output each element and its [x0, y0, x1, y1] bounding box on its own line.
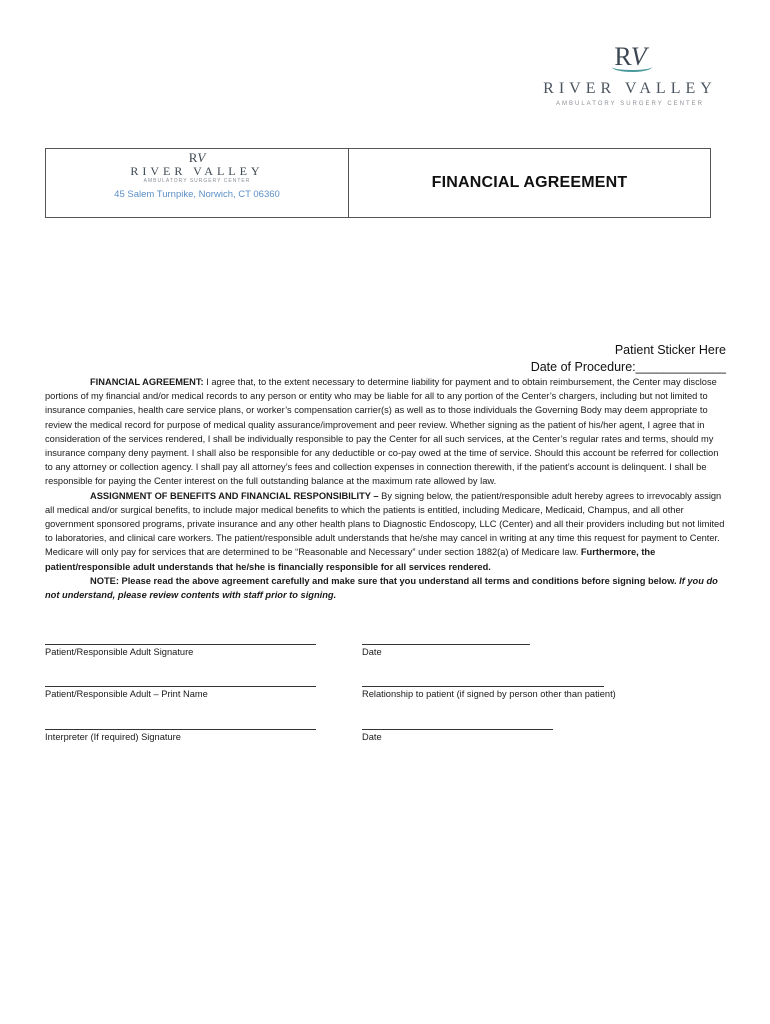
procedure-date-field: Date of Procedure:_____________: [530, 360, 726, 374]
interpreter-signature-label: Interpreter (If required) Signature: [45, 732, 181, 742]
relationship-line[interactable]: [362, 686, 604, 687]
note-italic: If you do not understand, please review contents with staff prior to signing.: [45, 575, 718, 601]
note-bold: NOTE: Please read the above agreement carefully and make sure that you understand all terms and conditions before signing below.: [90, 575, 677, 586]
sticker-label: Patient Sticker Here: [614, 343, 726, 357]
rv-monogram-icon: RV: [520, 44, 740, 74]
note-paragraph: [45, 574, 727, 602]
sticker-area: [531, 342, 726, 376]
para1-heading: FINANCIAL AGREEMENT:: [90, 377, 204, 387]
header-table: [45, 148, 711, 218]
patient-signature-label: Patient/Responsible Adult Signature: [45, 647, 194, 657]
para2-heading: ASSIGNMENT OF BENEFITS AND FINANCIAL RESPONSIBILITY –: [90, 490, 379, 501]
print-name-line[interactable]: [45, 686, 316, 687]
para2-text: By signing below, the patient/responsible adult hereby agrees to irrevocably assign all medical and/or surgical benefits, to include major medical benefits to which the patients is entitled, including Medicare, Medicaid, Champus, and all other government sponsored programs, private insurance and any other health plans to Diagnostic Endoscopy, LLC (Center) and all their providers including but not limited to laboratories, and clinical care workers. The patient/responsible adult understands that he/she may cancel in writing at any time this request for payment to Center. Medicare will only pay for services that are determined to be “Reasonable and Necessary” under section 1882(a) of Medicare law.: [45, 490, 725, 558]
interpreter-signature-line[interactable]: [45, 729, 316, 730]
date-label-1: Date: [362, 647, 382, 657]
agreement-body: [45, 375, 727, 602]
date-label-2: Date: [362, 732, 382, 742]
small-brand-subtitle: AMBULATORY SURGERY CENTER: [143, 178, 251, 184]
patient-signature-line[interactable]: [45, 644, 316, 645]
print-name-label: Patient/Responsible Adult – Print Name: [45, 689, 208, 699]
brand-name: RIVER VALLEY: [543, 80, 717, 97]
address: 45 Salem Turnpike, Norwich, CT 06360: [114, 189, 280, 200]
page-title: FINANCIAL AGREEMENT: [431, 174, 628, 191]
relationship-label: Relationship to patient (if signed by person other than patient): [362, 689, 616, 699]
top-logo: [520, 44, 740, 107]
header-title-cell: [349, 149, 710, 217]
assignment-paragraph: [45, 489, 727, 574]
financial-agreement-paragraph: [45, 375, 727, 489]
date-line-1[interactable]: [362, 644, 530, 645]
rv-small-monogram-icon: RV: [188, 150, 206, 165]
header-logo-cell: [46, 149, 349, 217]
brand-subtitle: AMBULATORY SURGERY CENTER: [555, 101, 705, 107]
para1-text: I agree that, to the extent necessary to determine liability for payment and to obtain reimbursement, the Center may disclose portions of my financial and/or medical records to any person or entity who may be liable for all to any portion of the Center’s chargers, including but not limited to insurance companies, health care service plans, or worker’s compensation carrier(s) as well as to those individuals the Governing Body may deem appropriate to review the medical record for purpose of medical quality assurance/improvement and peer review. Whether signing as the patient of his/her agent, I agree that in consideration of the services rendered, I shall be individually responsible to pay the Center for all such services, at the Center’s regular rates and terms, should my insurance company deny payment. I shall also be responsible for any deductible or co-pay owed at the time of service. Should this account be referred for collection to any attorney or collection agency. I shall pay all attorney’s fees and collection expenses in connection therewith, if the patient’s account is delinquent. I shall be responsible for paying the Center interest on the full outstanding balance at the maximum rate allowed by law.: [45, 377, 719, 487]
small-brand-name: RIVER VALLEY: [130, 164, 264, 178]
para2-bold-tail: Furthermore, the patient/responsible adult understands that he/she is financially responsible for all services rendered.: [45, 547, 656, 572]
date-line-2[interactable]: [362, 729, 553, 730]
